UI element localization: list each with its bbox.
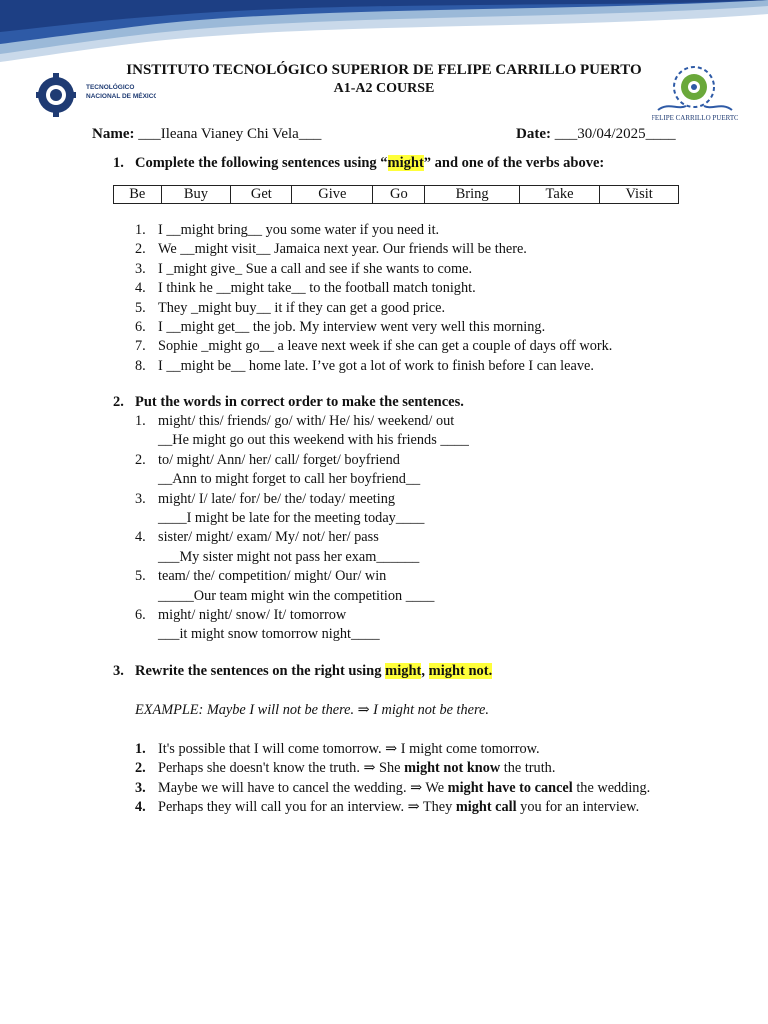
section1-heading xyxy=(113,155,604,172)
answer-line: __Ann to might forget to call her boyfriend__ xyxy=(158,471,421,488)
answer-line: ___My sister might not pass her exam______ xyxy=(158,548,420,565)
list-item: 4. sister/ might/ exam/ My/ not/ her/ pass xyxy=(135,529,379,546)
date-line xyxy=(516,126,676,143)
svg-text:NACIONAL DE MÉXICO: NACIONAL DE MÉXICO xyxy=(86,93,156,100)
scrambled-words: might/ I/ late/ for/ be/ the/ today/ meeting xyxy=(158,490,396,507)
list-item: 5. team/ the/ competition/ might/ Our/ win xyxy=(135,568,387,585)
name-label: Name: xyxy=(92,126,135,142)
verb-cell: Be xyxy=(114,186,162,204)
answer-line: _____Our team might win the competition ____ xyxy=(158,587,435,604)
sentence-text: We __might visit__ Jamaica next year. Our friends will be there. xyxy=(158,241,527,258)
verb-row xyxy=(114,186,679,204)
list-item: 5. They _might buy__ it if they can get a good price. xyxy=(135,299,446,316)
item-text: It's possible that I will come tomorrow. ⇒ I might come tomorrow. xyxy=(158,741,540,757)
list-item: 7. Sophie _might go__ a leave next week if she can get a couple of days off work. xyxy=(135,338,613,355)
svg-text:TECNOLÓGICO: TECNOLÓGICO xyxy=(86,84,135,91)
list-item xyxy=(135,798,650,817)
section3-highlight-might-not: might not. xyxy=(428,663,493,679)
section3-item-list xyxy=(135,740,650,818)
list-item: 6. might/ night/ snow/ It/ tomorrow xyxy=(135,606,347,623)
item-text: Perhaps they will call you for an interview. ⇒ They xyxy=(158,799,456,816)
list-item: 3. might/ I/ late/ for/ be/ the/ today/ meeting xyxy=(135,490,396,507)
section1-title-pre: Complete the following sentences using “ xyxy=(135,155,388,171)
list-item xyxy=(135,779,650,798)
verb-cell: Take xyxy=(519,186,599,204)
section1-number: 1. xyxy=(113,155,124,171)
section2-item-list xyxy=(135,412,469,645)
sentence-text: Sophie _might go__ a leave next week if she can get a couple of days off work. xyxy=(158,338,613,355)
answer-line: ____I might be late for the meeting today____ xyxy=(158,509,425,526)
verb-cell: Visit xyxy=(600,186,679,204)
list-item: 4. I think he __might take__ to the football match tonight. xyxy=(135,280,476,297)
sentence-text: I __might bring__ you some water if you need it. xyxy=(158,222,440,238)
list-item: 8. I __might be__ home late. I’ve got a lot of work to finish before I can leave. xyxy=(135,357,594,374)
item-number: 3. xyxy=(135,779,146,796)
item-text-post: the wedding. xyxy=(572,779,651,796)
list-item: 1. I __might bring__ you some water if you need it. xyxy=(135,222,440,238)
section3-heading xyxy=(113,663,492,680)
section1-title-post: ” and one of the verbs above: xyxy=(423,155,605,171)
sentence-text: I think he __might take__ to the football match tonight. xyxy=(158,280,476,297)
item-bold: might not know xyxy=(404,760,501,777)
verb-table xyxy=(113,185,679,204)
list-item: 2. to/ might/ Ann/ her/ call/ forget/ boyfriend xyxy=(135,451,400,468)
section2-number: 2. xyxy=(113,394,124,410)
scrambled-words: might/ this/ friends/ go/ with/ He/ his/ weekend/ out xyxy=(158,413,455,429)
list-item: 6. I __might get__ the job. My interview went very well this morning. xyxy=(135,318,546,335)
item-text: Maybe we will have to cancel the wedding. ⇒ We xyxy=(158,779,448,796)
section1-title-highlight: might xyxy=(387,155,424,171)
answer-line: ___it might snow tomorrow night____ xyxy=(158,626,380,643)
student-name-line xyxy=(92,126,321,143)
scrambled-words: might/ night/ snow/ It/ tomorrow xyxy=(158,606,347,623)
verb-cell: Buy xyxy=(161,186,231,204)
section2-heading xyxy=(113,394,464,411)
verb-cell: Get xyxy=(231,186,292,204)
scrambled-words: team/ the/ competition/ might/ Our/ win xyxy=(158,568,387,585)
section3-number: 3. xyxy=(113,663,124,679)
name-value: ___Ileana Vianey Chi Vela___ xyxy=(138,126,322,142)
verb-cell: Go xyxy=(373,186,425,204)
list-item: 3. I _might give_ Sue a call and see if she wants to come. xyxy=(135,260,473,277)
course-title: A1-A2 COURSE xyxy=(333,81,435,96)
date-label: Date: xyxy=(516,126,551,142)
example-sentence: EXAMPLE: Maybe I will not be there. ⇒ I might not be there. xyxy=(135,702,489,718)
section2-title: Put the words in correct order to make the sentences. xyxy=(135,394,464,410)
date-value: ___30/04/2025____ xyxy=(554,126,676,142)
list-item xyxy=(135,740,650,759)
header-wave-decoration xyxy=(0,0,768,70)
sentence-text: I _might give_ Sue a call and see if she wants to come. xyxy=(158,260,473,277)
scrambled-words: to/ might/ Ann/ her/ call/ forget/ boyfriend xyxy=(158,451,400,468)
answer-line: __He might go out this weekend with his friends ____ xyxy=(158,432,469,449)
section3-title-pre: Rewrite the sentences on the right using xyxy=(135,663,386,679)
item-text: Perhaps she doesn't know the truth. ⇒ She xyxy=(158,760,405,777)
item-bold: might have to cancel xyxy=(447,779,573,796)
item-number: 4. xyxy=(135,799,146,816)
institute-title: INSTITUTO TECNOLÓGICO SUPERIOR DE FELIPE CARRILLO PUERTO xyxy=(126,62,642,78)
list-item: 1. might/ this/ friends/ go/ with/ He/ his/ weekend/ out xyxy=(135,413,455,429)
verb-cell: Bring xyxy=(425,186,519,204)
item-text-post: you for an interview. xyxy=(516,799,640,816)
svg-text:FELIPE CARRILLO PUERTO: FELIPE CARRILLO PUERTO xyxy=(652,114,738,122)
item-number: 2. xyxy=(135,760,146,777)
list-item xyxy=(135,759,650,778)
sentence-text: I __might get__ the job. My interview went very well this morning. xyxy=(158,318,546,335)
scrambled-words: sister/ might/ exam/ My/ not/ her/ pass xyxy=(158,529,379,546)
list-item: 2. We __might visit__ Jamaica next year. Our friends will be there. xyxy=(135,241,527,258)
sentence-text: I __might be__ home late. I’ve got a lot of work to finish before I can leave. xyxy=(158,357,594,374)
section1-sentence-list xyxy=(135,221,612,376)
item-text-post: the truth. xyxy=(500,760,556,777)
item-number: 1. xyxy=(135,741,146,757)
section3-comma: , xyxy=(421,663,429,679)
section3-highlight-might: might xyxy=(385,663,422,679)
item-bold: might call xyxy=(455,799,517,816)
sentence-text: They _might buy__ it if they can get a good price. xyxy=(158,299,446,316)
verb-cell: Give xyxy=(292,186,373,204)
